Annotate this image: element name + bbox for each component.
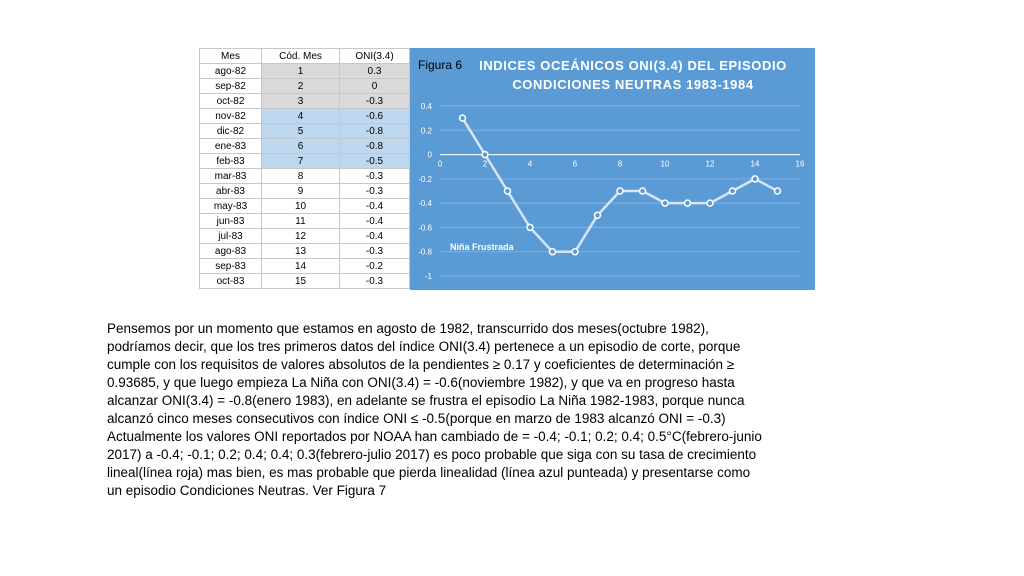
cell-oni: -0.6 — [340, 109, 410, 124]
table-row — [200, 124, 410, 139]
x-tick-label: 4 — [527, 159, 533, 169]
table-row — [200, 79, 410, 94]
cell-mes: jun-83 — [200, 214, 262, 229]
chart-title: INDICES OCEÁNICOS ONI(3.4) DEL EPISODIO CONDICIONES NEUTRAS 1983-1984 — [479, 58, 787, 92]
header-cod-mes: Cód. Mes — [262, 49, 340, 64]
cell-cod-mes: 13 — [262, 244, 340, 259]
data-point — [482, 152, 488, 158]
data-point — [730, 188, 736, 194]
cell-cod-mes: 5 — [262, 124, 340, 139]
cell-oni: -0.4 — [340, 229, 410, 244]
y-tick-label: 0 — [427, 150, 432, 160]
y-tick-label: -0.8 — [418, 247, 432, 257]
cell-oni: -0.8 — [340, 139, 410, 154]
cell-cod-mes: 8 — [262, 169, 340, 184]
cell-oni: -0.3 — [340, 184, 410, 199]
cell-mes: jul-83 — [200, 229, 262, 244]
cell-cod-mes: 3 — [262, 94, 340, 109]
cell-mes: may-83 — [200, 199, 262, 214]
data-point — [640, 188, 646, 194]
cell-mes: mar-83 — [200, 169, 262, 184]
cell-cod-mes: 1 — [262, 64, 340, 79]
oni-data-table — [199, 48, 410, 289]
figure-label: Figura 6 — [418, 58, 463, 72]
cell-cod-mes: 7 — [262, 154, 340, 169]
cell-cod-mes: 4 — [262, 109, 340, 124]
data-point — [752, 176, 758, 182]
cell-cod-mes: 6 — [262, 139, 340, 154]
table-row — [200, 154, 410, 169]
cell-cod-mes: 9 — [262, 184, 340, 199]
cell-mes: oct-82 — [200, 94, 262, 109]
cell-mes: oct-83 — [200, 274, 262, 289]
x-tick-label: 8 — [617, 159, 623, 169]
series-line — [463, 118, 778, 252]
cell-oni: -0.8 — [340, 124, 410, 139]
data-point — [460, 115, 466, 121]
cell-oni: 0 — [340, 79, 410, 94]
table-row — [200, 259, 410, 274]
y-tick-label: -0.4 — [418, 199, 432, 209]
cell-oni: -0.3 — [340, 244, 410, 259]
y-tick-label: 0.4 — [420, 102, 432, 111]
header-oni: ONI(3.4) — [340, 49, 410, 64]
y-tick-label: -0.6 — [418, 223, 432, 233]
table-row — [200, 169, 410, 184]
cell-mes: ene-83 — [200, 139, 262, 154]
x-tick-label: 16 — [795, 159, 805, 169]
x-tick-label: 6 — [572, 159, 578, 169]
cell-mes: ago-83 — [200, 244, 262, 259]
table-row — [200, 244, 410, 259]
cell-mes: sep-82 — [200, 79, 262, 94]
cell-mes: dic-82 — [200, 124, 262, 139]
cell-mes: nov-82 — [200, 109, 262, 124]
cell-oni: -0.4 — [340, 214, 410, 229]
data-point — [572, 249, 578, 255]
cell-cod-mes: 15 — [262, 274, 340, 289]
cell-cod-mes: 2 — [262, 79, 340, 94]
x-tick-label: 12 — [705, 159, 715, 169]
data-point — [527, 224, 533, 230]
y-tick-label: -0.2 — [418, 174, 432, 184]
cell-mes: ago-82 — [200, 64, 262, 79]
cell-oni: -0.3 — [340, 169, 410, 184]
cell-oni: -0.3 — [340, 94, 410, 109]
cell-cod-mes: 12 — [262, 229, 340, 244]
oni-data-table-container — [199, 48, 410, 289]
data-point — [707, 200, 713, 206]
annotation-nina-frustrada: Niña Frustrada — [450, 242, 514, 252]
cell-cod-mes: 11 — [262, 214, 340, 229]
table-row — [200, 139, 410, 154]
table-row — [200, 184, 410, 199]
data-point — [595, 212, 601, 218]
table-body — [200, 64, 410, 289]
cell-oni: -0.3 — [340, 274, 410, 289]
y-tick-label: 0.2 — [420, 126, 432, 136]
body-paragraph: Pensemos por un momento que estamos en agosto de 1982, transcurrido dos meses(octubre 1982), podríamos decir, que los tres primeros datos del índice ONI(3.4) pertenece a un episodio de corte, porque cumple con los requisitos de valores absolutos de la pendientes ≥ 0.17 y coeficientes de determinación ≥ 0.93685, y que luego empieza La Niña con ONI(3.4) = -0.6(noviembre 1982), y que va en progreso hasta alcanzar ONI(3.4) = -0.8(enero 1983), en adelante se frustra el episodio La Niña 1982-1983, porque nunca alcanzó cinco meses consecutivos con índice ONI ≤ -0.5(porque en marzo de 1983 alcanzó ONI = -0.3) Actualmente los valores ONI reportados por NOAA han cambiado de = -0.4; -0.1; 0.2; 0.4; 0.5°C(febrero-junio 2017) a -0.4; -0.1; 0.2; 0.4; 0.4; 0.3(febrero-julio 2017) es poco probable que siga con su tasa de crecimiento lineal(línea roja) mas bien, es mas probable que pierda linealidad (línea azul punteada) y presentarse como un episodio Condiciones Neutras. Ver Figura 7 — [107, 321, 762, 498]
x-tick-label: 10 — [660, 159, 670, 169]
data-point — [775, 188, 781, 194]
table-header-row — [200, 49, 410, 64]
table-row — [200, 199, 410, 214]
cell-mes: feb-83 — [200, 154, 262, 169]
data-point — [685, 200, 691, 206]
cell-cod-mes: 10 — [262, 199, 340, 214]
cell-cod-mes: 14 — [262, 259, 340, 274]
header-mes: Mes — [200, 49, 262, 64]
cell-oni: -0.2 — [340, 259, 410, 274]
table-row — [200, 214, 410, 229]
cell-oni: 0.3 — [340, 64, 410, 79]
x-tick-label: 0 — [437, 159, 443, 169]
data-point — [550, 249, 556, 255]
cell-mes: sep-83 — [200, 259, 262, 274]
y-tick-label: -1 — [424, 272, 432, 281]
cell-oni: -0.4 — [340, 199, 410, 214]
cell-mes: abr-83 — [200, 184, 262, 199]
table-row — [200, 64, 410, 79]
table-row — [200, 229, 410, 244]
table-row — [200, 109, 410, 124]
data-point — [662, 200, 668, 206]
table-row — [200, 274, 410, 289]
cell-oni: -0.5 — [340, 154, 410, 169]
data-point — [505, 188, 511, 194]
x-tick-label: 14 — [750, 159, 760, 169]
table-row — [200, 94, 410, 109]
x-tick-label: 2 — [482, 159, 488, 169]
data-point — [617, 188, 623, 194]
